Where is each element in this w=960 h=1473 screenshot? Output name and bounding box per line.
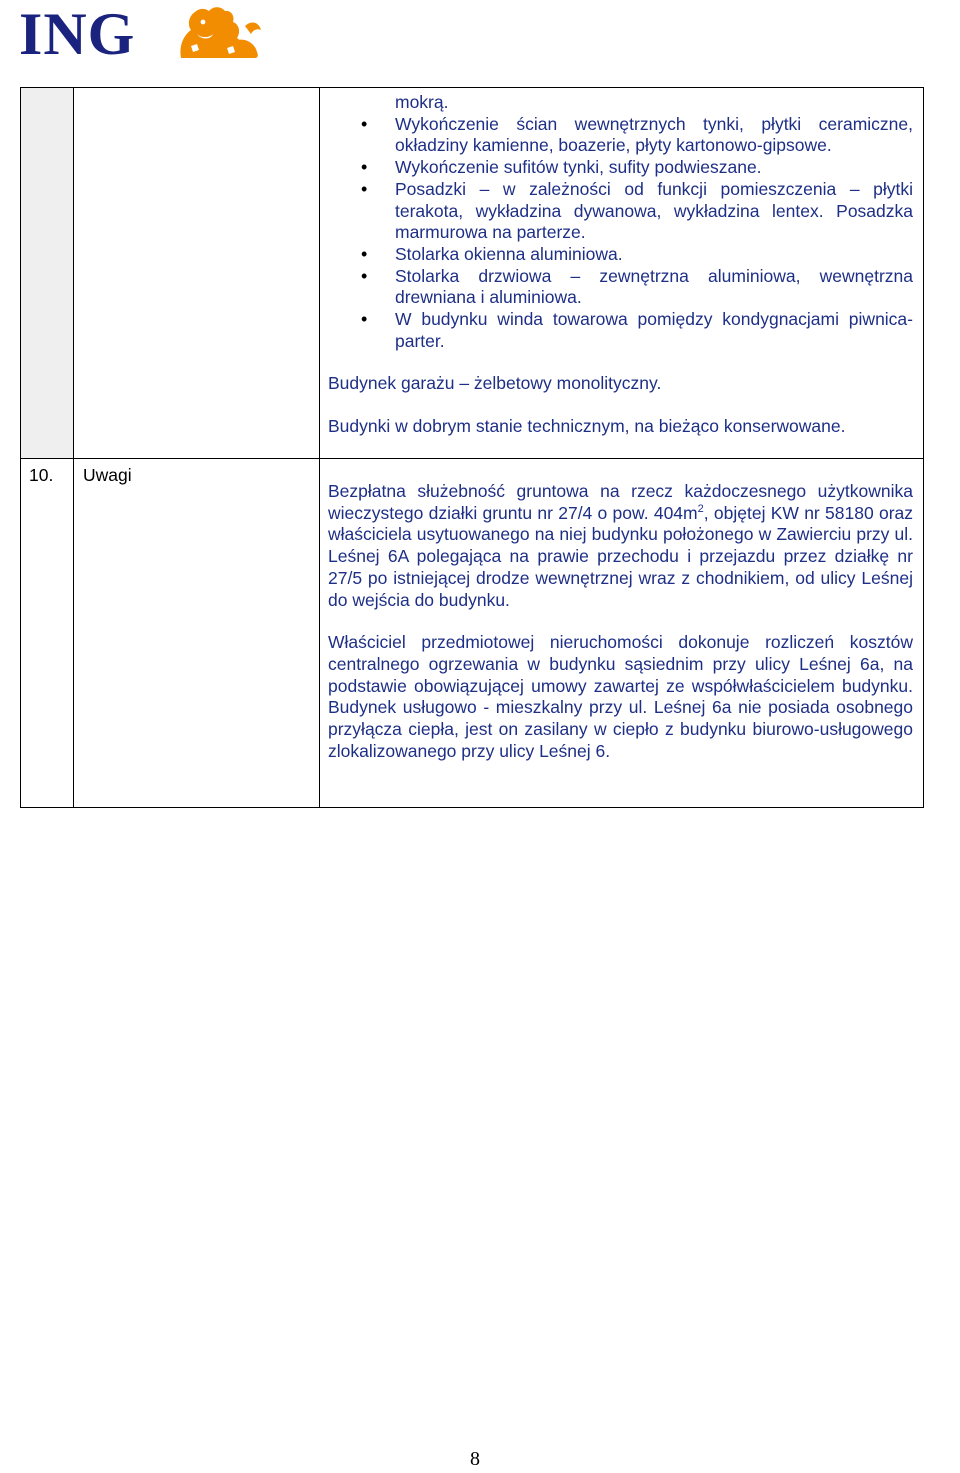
heating-paragraph: Właściciel przedmiotowej nieruchomości dokonuje rozliczeń kosztów centralnego ogrzewania w budynku sąsiednim przy ulicy Leśnej 6a, na podstawie obowiązującej umowy zawartej ze współwłaścicielem budynku. Budynek usługowo - mieszkalny przy ul. Leśnej 6a nie posiada osobnego przyłącza ciepła, jest on zasilany w ciepło z budynku biurowo-usługowego zlokalizowanego przy ulicy Leśnej 6. [328,632,913,761]
garage-paragraph: Budynek garażu – żelbetowy monolityczny. [328,373,662,394]
finishing-list [328,92,913,352]
row-label: Uwagi [83,465,132,485]
lion-icon [167,2,263,62]
list-item: • Wykończenie ścian wewnętrznych tynki, płytki ceramiczne, okładziny kamienne, boazerie, płyty kartonowo-gipsowe. [328,114,913,157]
list-item: • Stolarka okienna aluminiowa. [328,244,913,266]
page-number: 8 [470,1448,480,1470]
ing-logo [19,1,249,67]
list-item: • Stolarka drzwiowa – zewnętrzna aluminiowa, wewnętrzna drewniana i aluminiowa. [328,266,913,309]
list-item: • Posadzki – w zależności od funkcji pomieszczenia – płytki terakota, wykładzina dywanowa, wykładzina lentex. Posadzka marmurowa na parterze. [328,179,913,244]
label-cell [74,459,320,808]
table-row [21,88,924,459]
easement-text-b: , objętej KW nr 58180 oraz właściciela usytuowanego na niej budynku położonego w Zawierciu przy ul. Leśnej 6A polegająca na prawie przechodu i przejazdu przez działkę nr 27/5 po istniejącej drodze wewnętrznej wraz z chodnikiem, od ulicy Leśnej do wejścia do budynku. [328,502,914,610]
table-row [21,459,924,808]
list-item: mokrą. [395,92,449,112]
condition-paragraph: Budynki w dobrym stanie technicznym, na bieżąco konserwowane. [328,416,846,437]
superscript: 2 [697,502,704,515]
easement-paragraph [328,481,913,611]
label-cell [74,88,320,459]
value-cell [320,459,924,808]
list-item: • W budynku winda towarowa pomiędzy kondygnacjami piwnica-parter. [328,309,913,352]
list-item: • Wykończenie sufitów tynki, sufity podwieszane. [328,157,913,179]
number-cell [21,88,74,459]
easement-text-a: Bezpłatna służebność gruntowa na rzecz każdoczesnego użytkownika wieczystego działki gruntu nr 27/4 o pow. 404m [328,481,913,523]
property-table [20,87,924,808]
row-number: 10. [29,465,54,485]
number-cell [21,459,74,808]
logo-text: ING [19,1,136,67]
value-cell [320,88,924,459]
